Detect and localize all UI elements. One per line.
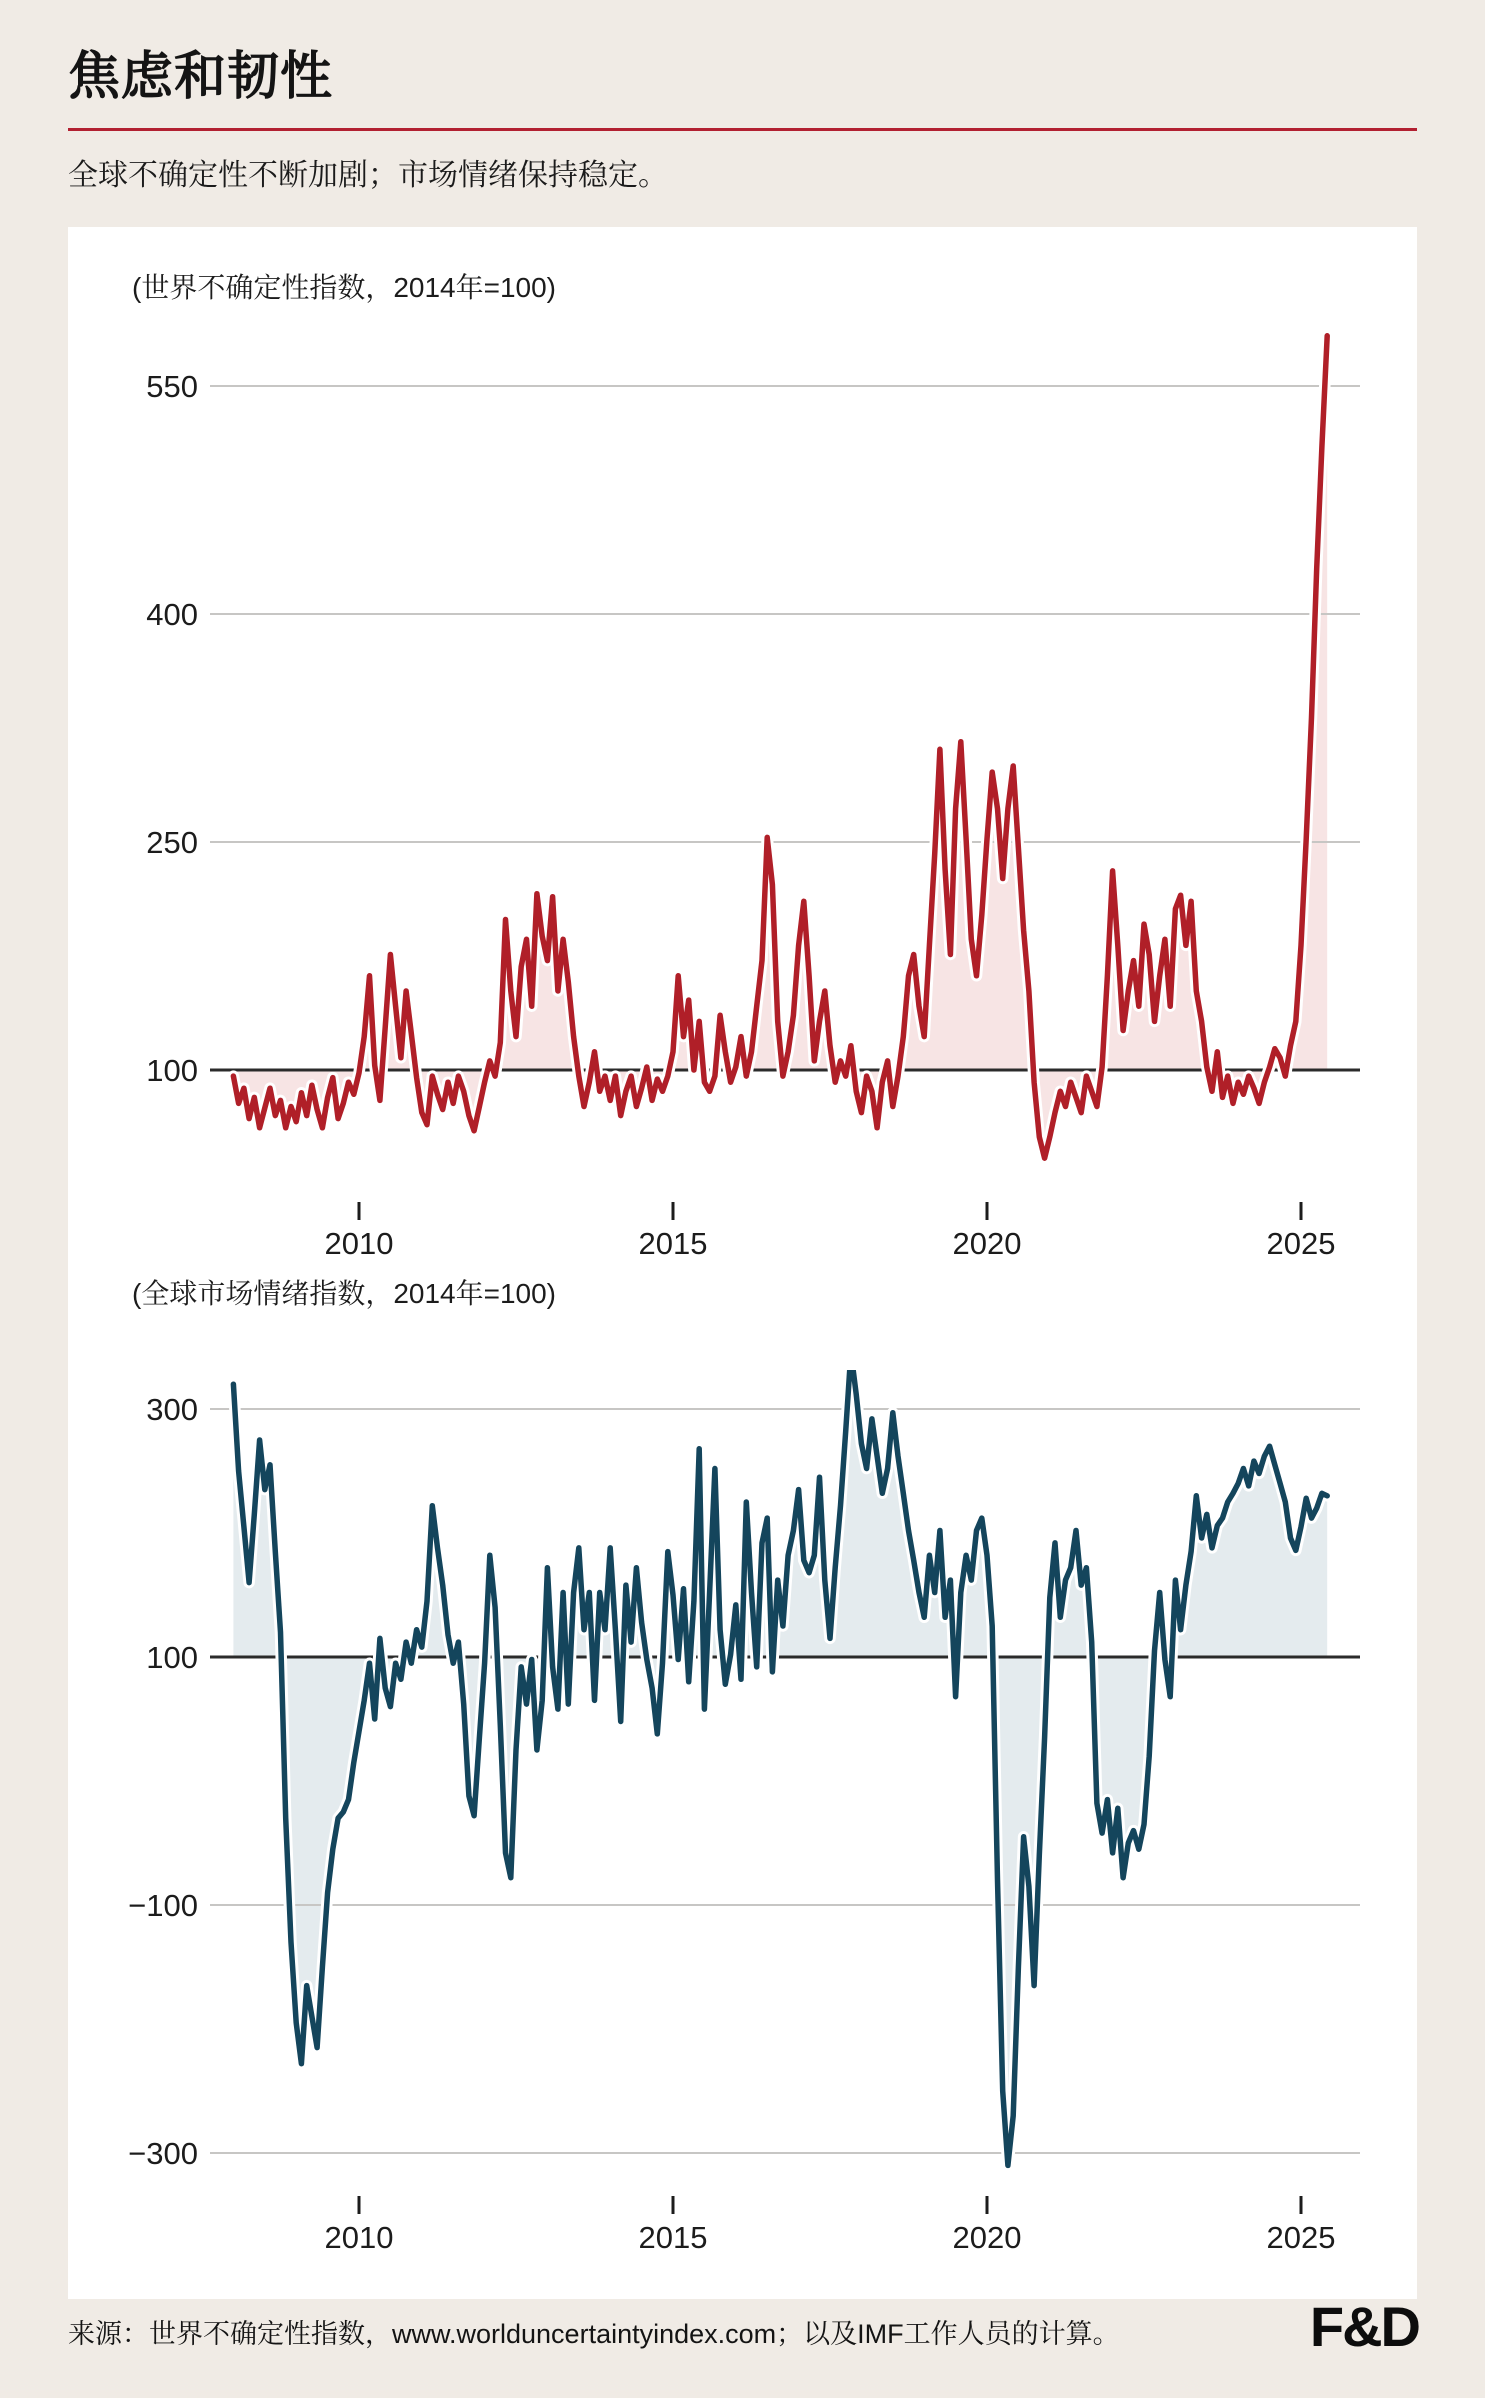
fd-logo: F&D (1309, 2295, 1419, 2358)
x-axis-label: 2010 (324, 2220, 394, 2255)
series-halo (233, 1370, 1327, 2165)
y-axis-label: 100 (146, 1640, 198, 1675)
x-axis-label: 2015 (638, 2220, 708, 2255)
y-axis-label: 400 (146, 597, 198, 632)
page-title: 焦虑和韧性 (68, 48, 334, 106)
x-axis-tick (672, 1202, 675, 1220)
x-axis-tick (986, 1202, 989, 1220)
x-axis-label: 2025 (1266, 1226, 1336, 1260)
y-axis-label: 300 (146, 1392, 198, 1427)
y-axis-label: 250 (146, 825, 198, 860)
x-axis-tick (986, 2196, 989, 2214)
uncertainty-chart (68, 300, 1417, 1260)
sentiment-chart (68, 1370, 1417, 2290)
x-axis-tick (672, 2196, 675, 2214)
x-axis-label: 2010 (324, 1226, 394, 1260)
y-axis-label: −100 (128, 1888, 198, 1923)
y-axis-label: 550 (146, 369, 198, 404)
y-axis-label: −300 (128, 2136, 198, 2171)
source-note: 来源：世界不确定性指数，www.worlduncertaintyindex.com；以及IMF工作人员的计算。 (68, 2319, 1120, 2349)
x-axis-tick (358, 1202, 361, 1220)
sentiment-chart-label: (全球市场情绪指数，2014年=100) (132, 1278, 557, 1309)
x-axis-tick (1300, 1202, 1303, 1220)
title-rule (68, 128, 1417, 131)
x-axis-label: 2020 (952, 1226, 1022, 1260)
y-axis-label: 100 (146, 1053, 198, 1088)
x-axis-label: 2015 (638, 1226, 708, 1260)
series-line (233, 1370, 1327, 2165)
x-axis-tick (358, 2196, 361, 2214)
x-axis-label: 2025 (1266, 2220, 1336, 2255)
x-axis-tick (1300, 2196, 1303, 2214)
x-axis-label: 2020 (952, 2220, 1022, 2255)
uncertainty-chart-label: (世界不确定性指数，2014年=100) (132, 272, 557, 303)
area-fill (233, 1370, 1327, 2165)
page-subtitle: 全球不确定性不断加剧；市场情绪保持稳定。 (68, 159, 668, 192)
